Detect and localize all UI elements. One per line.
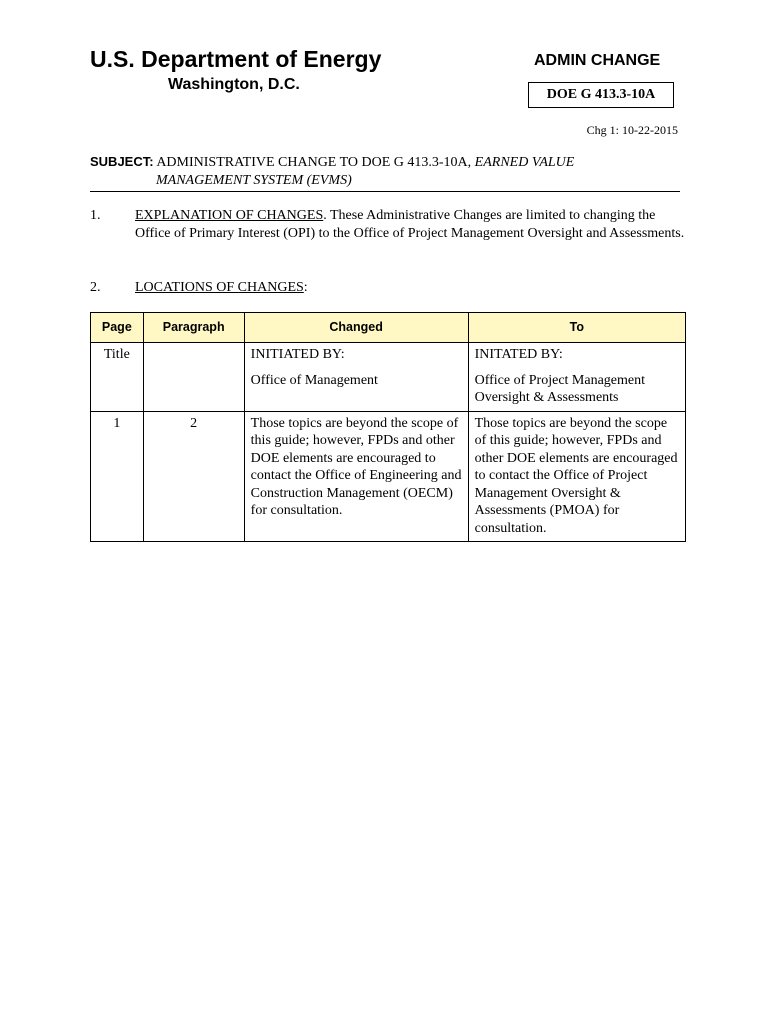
column-header-to: To (468, 313, 685, 343)
change-date: Chg 1: 10-22-2015 (586, 123, 678, 137)
cell-changed-line-2: Office of Management (250, 372, 378, 388)
section-locations (90, 279, 686, 297)
cell-to-line-1: INITATED BY: (474, 347, 563, 362)
subject-line-1 (90, 153, 686, 172)
cell-page: 1 (91, 411, 144, 542)
section-heading: EXPLANATION OF CHANGES (135, 208, 324, 223)
cell-to (468, 343, 685, 412)
subject-title-part-2: MANAGEMENT SYSTEM (EVMS) (156, 173, 352, 188)
cell-paragraph: 2 (143, 411, 244, 542)
cell-paragraph (143, 343, 244, 412)
section-body (135, 279, 686, 297)
section-explanation (90, 207, 686, 243)
subject-divider (90, 191, 680, 192)
subject-block (90, 153, 686, 190)
cell-to-line-2: Office of Project Management Oversight & Assessments (474, 372, 646, 405)
organization-location: Washington, D.C. (168, 76, 300, 93)
document-number-box: DOE G 413.3-10A (528, 82, 674, 108)
changes-table (90, 312, 686, 542)
cell-to: Those topics are beyond the scope of this guide; however, FPDs and other DOE elements are encouraged to contact the Office of Project Management Oversight & Assessments (PMOA) for consultation. (468, 411, 685, 542)
cell-changed (244, 343, 468, 412)
document-type: ADMIN CHANGE (534, 52, 661, 69)
cell-changed: Those topics are beyond the scope of this guide; however, FPDs and other DOE elements are encouraged to contact the Office of Engineering and Construction Management (OECM) for consultation. (244, 411, 468, 542)
column-header-changed: Changed (244, 313, 468, 343)
table-row (91, 343, 686, 412)
organization-title: U.S. Department of Energy (90, 46, 382, 72)
subject-text: ADMINISTRATIVE CHANGE TO DOE G 413.3-10A, (156, 155, 472, 170)
section-number: 2. (90, 280, 101, 295)
table-header-row (91, 313, 686, 343)
subject-title-part-1: EARNED VALUE (474, 155, 575, 170)
table-row (91, 411, 686, 542)
section-body (135, 207, 686, 243)
section-heading: LOCATIONS OF CHANGES (135, 280, 304, 295)
section-text: . These Administrative Changes are limited to changing the Office of Primary Interest (OPI) to the Office of Project Management Oversight and Assessments. (135, 208, 685, 241)
cell-page: Title (91, 343, 144, 412)
subject-label: SUBJECT: (90, 154, 154, 169)
column-header-page: Page (91, 313, 144, 343)
cell-changed-line-1: INITIATED BY: (250, 347, 345, 362)
section-text: : (303, 280, 308, 295)
section-number: 1. (90, 208, 101, 223)
column-header-paragraph: Paragraph (143, 313, 244, 343)
